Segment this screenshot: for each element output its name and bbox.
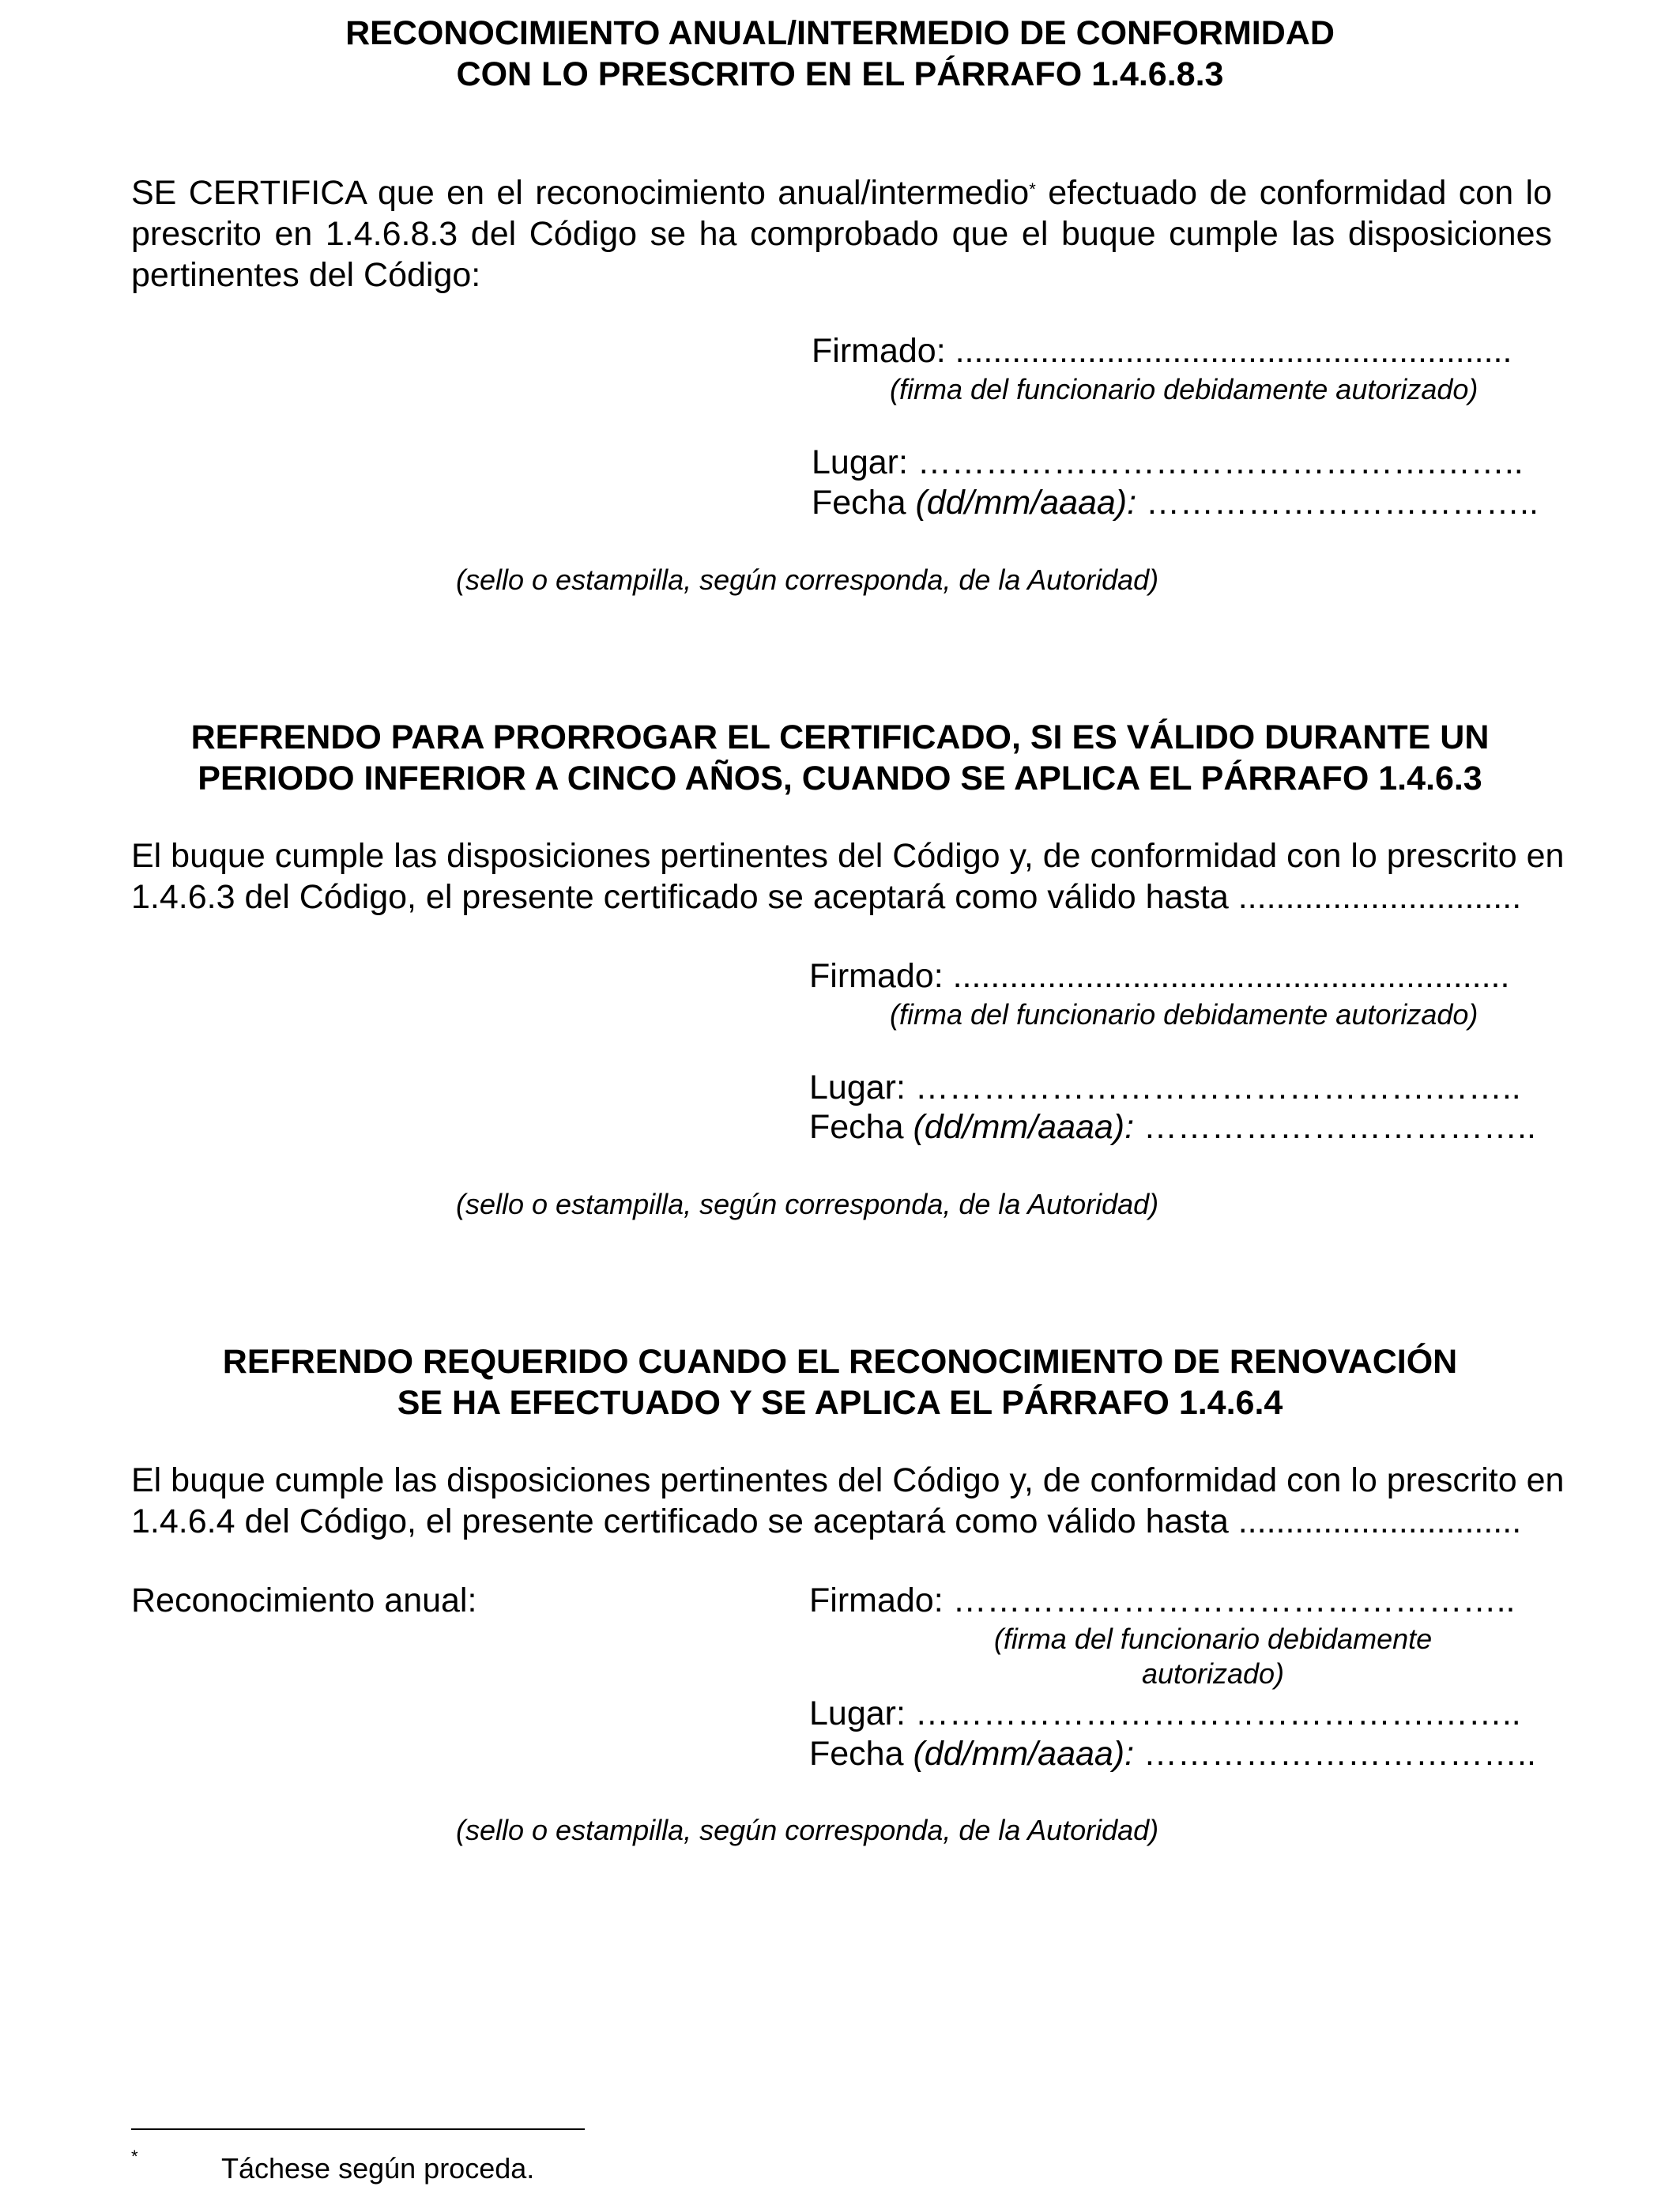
section3-annual-label: Reconocimiento anual:	[131, 1581, 477, 1619]
section1-para-line1a: SE CERTIFICA que en el reconocimiento anual/intermedio	[131, 174, 1030, 212]
section3-signed-note-line2: autorizado)	[1141, 1657, 1285, 1690]
section2-title-line1: REFRENDO PARA PRORROGAR EL CERTIFICADO, SI ES VÁLIDO DURANTE UN	[190, 718, 1490, 756]
section2-title-line2: PERIODO INFERIOR A CINCO AÑOS, CUANDO SE APLICA EL PÁRRAFO 1.4.6.3	[198, 760, 1482, 797]
section3-para-line1: El buque cumple las disposiciones pertinentes del Código y, de conformidad con lo prescrito en	[131, 1461, 1565, 1499]
section1-paragraph	[131, 172, 1552, 296]
section1-para-line1b: efectuado de conformidad con lo	[1035, 174, 1552, 212]
section3-date	[809, 1733, 1536, 1774]
section3-seal-note: (sello o estampilla, según corresponda, de la Autoridad)	[456, 1814, 1159, 1846]
section1-para-line1	[131, 172, 1552, 213]
section1-seal-note: (sello o estampilla, según corresponda, de la Autoridad)	[456, 564, 1159, 596]
section3-signed-note-line1: (firma del funcionario debidamente	[993, 1623, 1433, 1655]
section1-signed-note: (firma del funcionario debidamente autorizado)	[890, 373, 1478, 405]
section3-place	[809, 1693, 1521, 1734]
section1-para-line2: prescrito en 1.4.6.8.3 del Código se ha comprobado que el buque cumple las disposiciones	[131, 215, 1552, 253]
section3-paragraph	[131, 1460, 1565, 1542]
section1-date-label: Fecha	[812, 484, 916, 522]
section2-date-format: (dd/mm/aaaa):	[913, 1108, 1135, 1146]
section3-title-line1: REFRENDO REQUERIDO CUANDO EL RECONOCIMIENTO DE RENOVACIÓN	[222, 1343, 1458, 1381]
footnote-reference: *	[1029, 179, 1036, 199]
section3-signed-note	[948, 1622, 1478, 1691]
section3-place-label: Lugar:	[809, 1695, 915, 1732]
section1-title-line1: RECONOCIMIENTO ANUAL/INTERMEDIO DE CONFORMIDAD	[345, 14, 1335, 52]
section2-signed-note: (firma del funcionario debidamente autorizado)	[890, 998, 1478, 1031]
section1-title	[0, 13, 1680, 95]
section1-place	[812, 442, 1524, 483]
section2-date	[809, 1106, 1536, 1148]
section3-title-line2: SE HA EFECTUADO Y SE APLICA EL PÁRRAFO 1.4.6.4	[397, 1384, 1283, 1422]
section1-para-line3: pertinentes del Código:	[131, 256, 481, 294]
section2-date-dots: ……………………………..	[1134, 1108, 1536, 1146]
section3-title	[0, 1341, 1680, 1423]
section3-signed: Firmado: …………………………………………..	[809, 1581, 1516, 1619]
section1-date-format: (dd/mm/aaaa):	[915, 484, 1137, 522]
section2-signed: Firmado: ...........................................................	[809, 957, 1510, 995]
section1-place-label: Lugar:	[812, 443, 917, 481]
section3-date-label: Fecha	[809, 1735, 913, 1773]
footnote-mark: *	[131, 2147, 138, 2166]
section2-para-line1: El buque cumple las disposiciones pertinentes del Código y, de conformidad con lo prescrito en	[131, 837, 1565, 875]
section1-place-dots: ……………………………………….……..	[917, 443, 1524, 481]
footnote-text: Táchese según proceda.	[221, 2152, 535, 2185]
section3-date-format: (dd/mm/aaaa):	[913, 1735, 1135, 1773]
section1-title-line2: CON LO PRESCRITO EN EL PÁRRAFO 1.4.6.8.3	[456, 55, 1224, 93]
footnote-separator	[131, 2128, 585, 2130]
section3-para-line2: 1.4.6.4 del Código, el presente certificado se aceptará como válido hasta ..............................	[131, 1502, 1522, 1540]
section2-para-line2: 1.4.6.3 del Código, el presente certificado se aceptará como válido hasta ..............................	[131, 878, 1522, 916]
section2-date-label: Fecha	[809, 1108, 913, 1146]
section2-seal-note: (sello o estampilla, según corresponda, de la Autoridad)	[456, 1188, 1159, 1220]
section3-place-dots: ……………………………………….……..	[914, 1695, 1521, 1732]
section2-place	[809, 1067, 1521, 1108]
section2-title	[0, 717, 1680, 799]
section2-paragraph	[131, 835, 1565, 918]
section1-date-dots: ……………………………..	[1136, 484, 1539, 522]
section1-date	[812, 482, 1539, 523]
section2-place-label: Lugar:	[809, 1069, 915, 1106]
section2-place-dots: ……………………………………….……..	[914, 1069, 1521, 1106]
section3-date-dots: ……………………………..	[1134, 1735, 1536, 1773]
section1-signed: Firmado: ...........................................................	[812, 332, 1512, 370]
